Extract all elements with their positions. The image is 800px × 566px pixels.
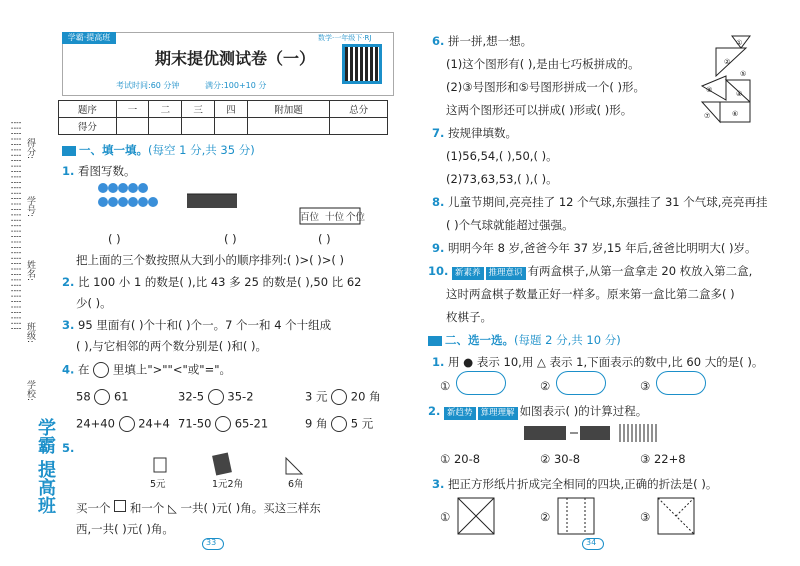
q6-line3: 这两个图形还可以拼成( )形或( )形。 xyxy=(446,103,633,117)
full-score: 满分:100+10 分 xyxy=(205,81,267,90)
c1-option-3-figure[interactable] xyxy=(656,371,706,395)
compare-circle[interactable] xyxy=(215,416,231,432)
page-number-right: 34 xyxy=(586,538,597,547)
q8-line1: 8. 儿童节期间,亮亮挂了 12 个气球,东强挂了 31 个气球,亮亮再挂 xyxy=(432,195,768,209)
q1-order: 把上面的三个数按照从大到小的顺序排列:( )>( )>( ) xyxy=(76,253,345,267)
tangram-figure xyxy=(696,30,766,126)
c1-option-2[interactable]: ② xyxy=(540,379,551,393)
c2-stick-bundles xyxy=(520,420,700,444)
svg-text:③: ③ xyxy=(706,86,713,94)
spine-class: 班级: xyxy=(25,322,35,344)
c1-option-1[interactable]: ① xyxy=(440,379,451,393)
spine-line: ┊┊┊┊┊┊┊┊┊┊┊┊┊┊┊┊┊┊┊┊┊┊┊┊┊┊┊┊┊┊┊┊┊┊┊┊┊┊┊ xyxy=(10,120,20,332)
c3-prompt: 3. 把正方形纸片折成完全相同的四块,正确的折法是( )。 xyxy=(432,477,718,491)
answer-blank[interactable]: ( ) xyxy=(318,232,331,246)
score-head: 二 xyxy=(149,101,182,118)
q5-line1: 买一个 和一个 ◺ 一共( )元( )角。买这三样东 xyxy=(76,501,321,515)
compare-item: 9 角 5 元 xyxy=(305,416,374,431)
place-value-tens: 十位 xyxy=(325,212,345,223)
triangle-ruler-icon: ◺ xyxy=(167,501,177,515)
q6-prompt: 6. 拼一拼,想一想。 xyxy=(432,34,533,48)
right-page xyxy=(400,0,800,566)
brand-logo: 学霸 提高班 xyxy=(35,418,56,515)
c1-option-3[interactable]: ③ xyxy=(640,379,651,393)
score-head: 附加题 xyxy=(247,101,330,118)
price-triangle: 6角 xyxy=(288,479,304,490)
compare-item: 3 元 20 角 xyxy=(305,389,381,404)
compare-item: 58 61 xyxy=(76,389,129,404)
section-1-heading: 一、填一填。(每空 1 分,共 35 分) xyxy=(62,142,255,158)
score-cell[interactable] xyxy=(215,118,248,135)
section-2-heading: 二、选一选。(每题 2 分,共 10 分) xyxy=(428,332,621,348)
q8-line2: ( )个气球就能超过强强。 xyxy=(446,218,574,232)
c1-option-2-figure[interactable] xyxy=(556,371,606,395)
answer-blank[interactable]: ( ) xyxy=(108,232,121,246)
compare-circle[interactable] xyxy=(331,389,347,405)
basket-icon xyxy=(114,500,126,512)
score-head: 总分 xyxy=(330,101,388,118)
q5-line2: 西,一共( )元( )角。 xyxy=(76,522,174,536)
q10-line2: 这时两盒棋子数量正好一样多。原来第一盒比第二盒多( ) xyxy=(446,287,735,301)
c1-prompt: 1. 用 ● 表示 10,用 △ 表示 1,下面表示的数中,比 60 大的是( )。 xyxy=(432,355,764,369)
score-head: 一 xyxy=(116,101,149,118)
score-cell[interactable] xyxy=(149,118,182,135)
score-head: 四 xyxy=(215,101,248,118)
q1: 1. 看图写数。 xyxy=(62,164,136,178)
score-label: 得分 xyxy=(59,118,117,135)
c3-option-2[interactable]: ② xyxy=(540,510,551,524)
q2-line2: 少( )。 xyxy=(76,296,112,310)
q10-line3: 枚棋子。 xyxy=(446,310,492,324)
q7-line1: (1)56,54,( ),50,( )。 xyxy=(446,149,558,163)
q3-line1: 3. 95 里面有( )个十和( )个一。7 个一和 4 个十组成 xyxy=(62,318,332,332)
q7-prompt: 7. 按规律填数。 xyxy=(432,126,518,140)
score-cell[interactable] xyxy=(247,118,330,135)
price-notebook: 1元2角 xyxy=(212,479,244,490)
c3-option-1[interactable]: ① xyxy=(440,510,451,524)
time-limit: 考试时间:60 分钟 xyxy=(116,81,180,90)
fold-square-diagonals[interactable] xyxy=(456,496,496,536)
svg-text:⑦: ⑦ xyxy=(704,112,711,120)
q5-item-pictures xyxy=(148,452,308,476)
price-basket: 5元 xyxy=(150,479,166,490)
c2-prompt: 2. 新趋势 算理理解 如图表示( )的计算过程。 xyxy=(428,404,648,418)
score-cell[interactable] xyxy=(116,118,149,135)
compare-item: 71-50 65-21 xyxy=(178,416,269,431)
q6-line2: (2)③号图形和⑤号图形拼成一个( )形。 xyxy=(446,80,646,94)
page-number-left: 33 xyxy=(206,538,217,547)
svg-text:⑤: ⑤ xyxy=(740,70,747,78)
score-cell[interactable] xyxy=(330,118,388,135)
svg-text:①: ① xyxy=(736,39,743,47)
q10-line1: 10. 新素养 推理意识 有两盒棋子,从第一盒拿走 20 枚放入第二盒, xyxy=(428,264,753,278)
q4-prompt: 4. 在 里填上">""<"或"="。 xyxy=(62,362,231,377)
binding-spine xyxy=(0,0,58,566)
svg-text:④: ④ xyxy=(736,90,743,98)
svg-text:⑥: ⑥ xyxy=(732,110,739,118)
compare-item: 24+40 24+4 xyxy=(76,416,170,431)
qr-code[interactable] xyxy=(342,44,382,84)
brand-label: 学霸·提高班 xyxy=(62,32,116,44)
q7-line2: (2)73,63,53,( ),( )。 xyxy=(446,172,558,186)
fold-square-uneven[interactable] xyxy=(656,496,696,536)
compare-circle[interactable] xyxy=(208,389,224,405)
spine-school: 学校: xyxy=(25,380,35,402)
spine-name: 姓名: xyxy=(25,260,35,282)
spine-score: 得分: xyxy=(25,138,35,160)
page-title: 期末提优测试卷（一） xyxy=(155,49,316,68)
c1-option-1-figure[interactable] xyxy=(456,371,506,395)
q5-number: 5. xyxy=(62,441,75,455)
compare-circle[interactable] xyxy=(331,416,347,432)
c2-option-1[interactable]: ① 20-8 xyxy=(440,452,481,466)
place-value-ones: 个位 xyxy=(346,212,366,223)
q9: 9. 明明今年 8 岁,爸爸今年 37 岁,15 年后,爸爸比明明大( )岁。 xyxy=(432,241,757,255)
circle-icon xyxy=(93,362,109,378)
score-cell[interactable] xyxy=(182,118,215,135)
compare-circle[interactable] xyxy=(119,416,135,432)
compare-circle[interactable] xyxy=(94,389,110,405)
subject-label: 数学·一年级下·RJ xyxy=(318,34,372,42)
place-value-hundreds: 百位 xyxy=(300,212,320,223)
c3-option-3[interactable]: ③ xyxy=(640,510,651,524)
answer-blank[interactable]: ( ) xyxy=(224,232,237,246)
fold-square-strips[interactable] xyxy=(556,496,596,536)
c2-option-2[interactable]: ② 30-8 xyxy=(540,452,581,466)
compare-item: 32-5 35-2 xyxy=(178,389,254,404)
q6-line1: (1)这个图形有( ),是由七巧板拼成的。 xyxy=(446,57,640,71)
score-table xyxy=(58,100,388,135)
q3-line2: ( ),与它相邻的两个数分别是( )和( )。 xyxy=(76,339,268,353)
q2-line1: 2. 比 100 小 1 的数是( ),比 43 多 25 的数是( ),50 比 62 xyxy=(62,275,362,289)
score-head: 题序 xyxy=(59,101,117,118)
spine-id: 学号: xyxy=(25,196,35,218)
svg-text:②: ② xyxy=(724,58,731,66)
score-head: 三 xyxy=(182,101,215,118)
c2-option-3[interactable]: ③ 22+8 xyxy=(640,452,686,466)
